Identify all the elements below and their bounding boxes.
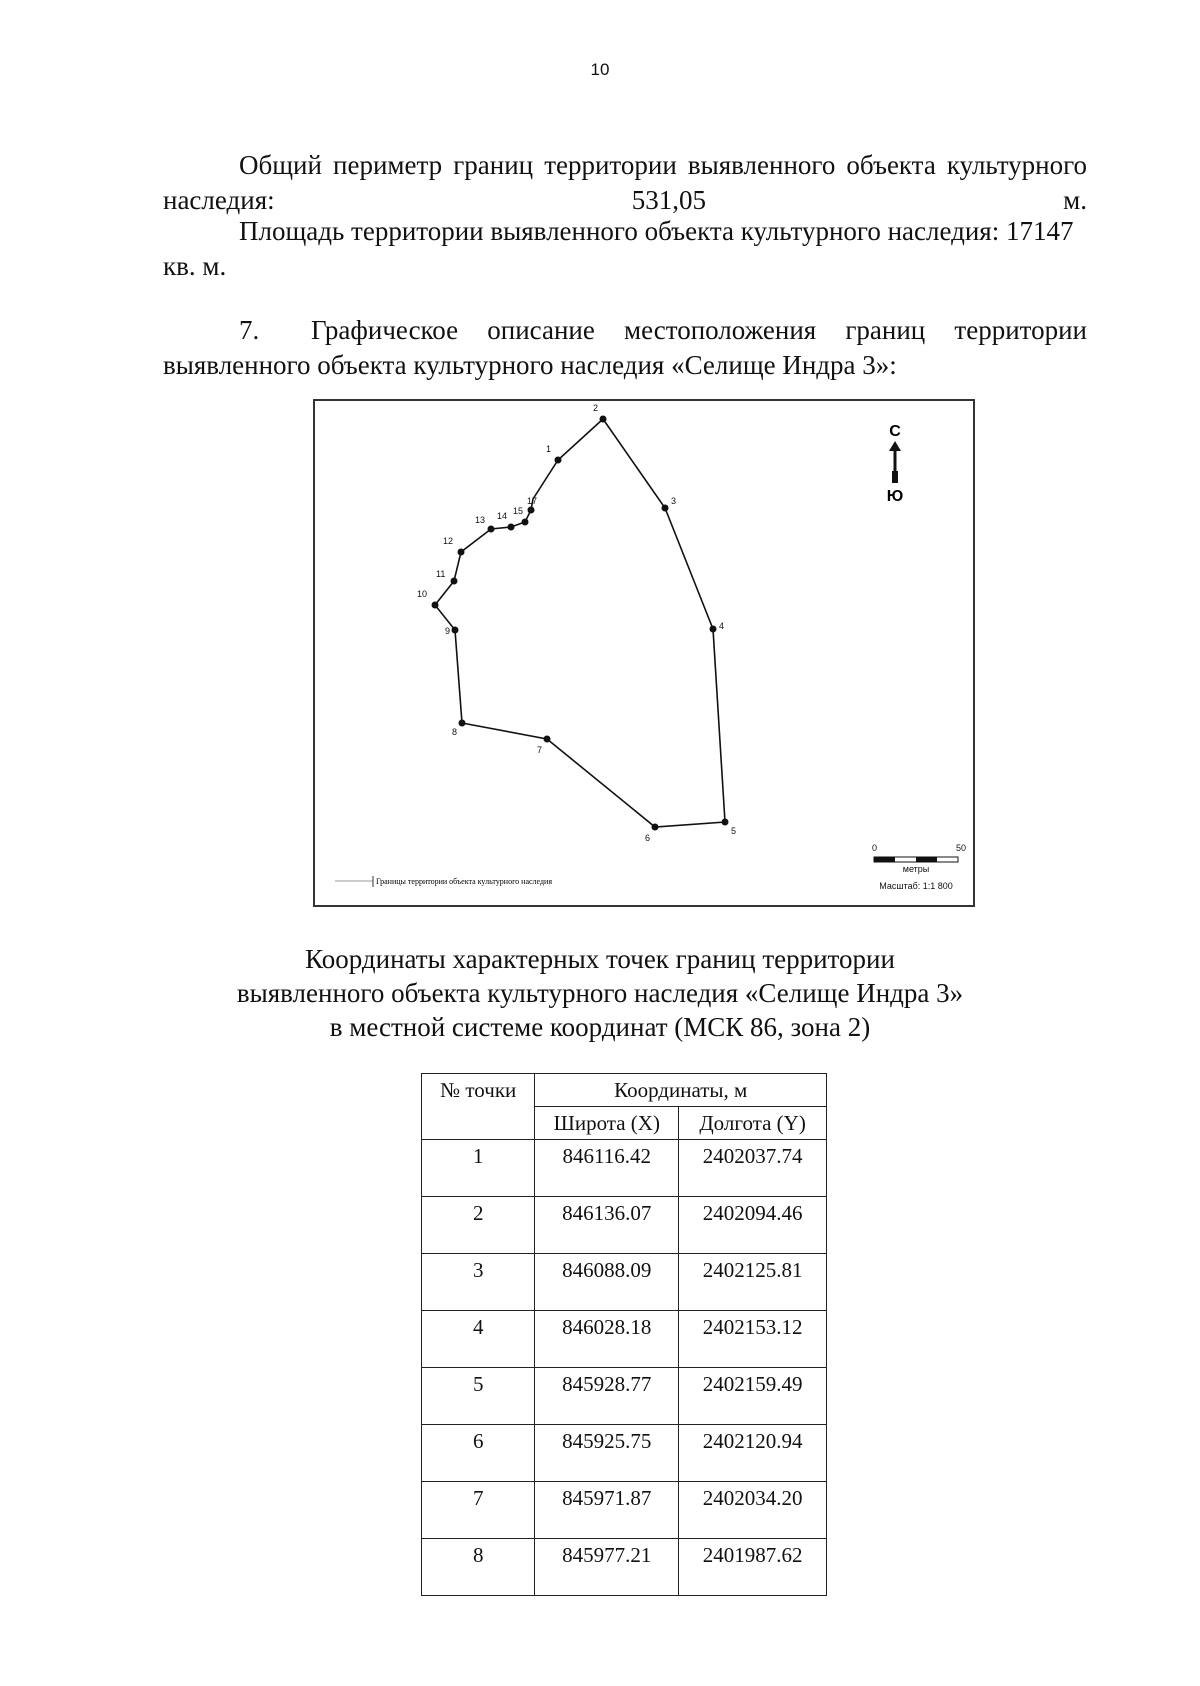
cell-x: 845925.75 <box>535 1425 679 1482</box>
point-label: 12 <box>443 536 454 546</box>
boundary-point <box>710 626 717 633</box>
table-row <box>422 1368 827 1425</box>
cell-x: 846116.42 <box>535 1140 679 1197</box>
table-row <box>422 1425 827 1482</box>
caption-line-3: в местной системе координат (МСК 86, зона 2) <box>329 1012 871 1042</box>
point-label: 10 <box>417 589 428 599</box>
point-label: 15 <box>513 506 524 516</box>
cell-x: 846028.18 <box>535 1311 679 1368</box>
cell-y: 2402120.94 <box>679 1425 827 1482</box>
cell-n: 7 <box>422 1482 535 1539</box>
boundary-point <box>458 549 465 556</box>
boundary-point <box>652 824 659 831</box>
point-label: 6 <box>645 833 651 843</box>
page-number: 10 <box>590 60 610 79</box>
boundary-point <box>508 524 515 531</box>
scale-unit: метры <box>902 864 930 874</box>
boundary-point <box>544 736 551 743</box>
header-y: Долгота (Y) <box>679 1107 827 1140</box>
point-label: 17 <box>527 496 538 506</box>
cell-n: 5 <box>422 1368 535 1425</box>
scale-zero: 0 <box>872 843 878 853</box>
caption-line-2: выявленного объекта культурного наследия «Селище Индра 3» <box>236 978 964 1008</box>
point-label: 8 <box>452 727 458 737</box>
point-label: 13 <box>475 515 486 525</box>
table-row <box>422 1311 827 1368</box>
legend-text: Границы территории объекта культурного наследия <box>376 877 553 886</box>
map-legend <box>335 876 552 887</box>
boundary-point <box>452 627 459 634</box>
north-arrow-icon <box>887 423 904 505</box>
cell-n: 3 <box>422 1254 535 1311</box>
cell-y: 2401987.62 <box>679 1539 827 1596</box>
point-label: 14 <box>497 511 508 521</box>
cell-x: 845928.77 <box>535 1368 679 1425</box>
coordinates-table <box>421 1073 827 1596</box>
boundary-point <box>488 526 495 533</box>
cell-y: 2402153.12 <box>679 1311 827 1368</box>
boundary-point <box>459 720 466 727</box>
table-row <box>422 1254 827 1311</box>
cell-x: 846088.09 <box>535 1254 679 1311</box>
cell-n: 6 <box>422 1425 535 1482</box>
boundary-point <box>528 507 535 514</box>
scale-max: 50 <box>956 843 967 853</box>
section-number: 7. <box>239 315 260 345</box>
point-label: 2 <box>593 403 599 413</box>
boundary-point <box>555 457 562 464</box>
table-row <box>422 1140 827 1197</box>
table-row <box>422 1197 827 1254</box>
cell-n: 4 <box>422 1311 535 1368</box>
cell-n: 2 <box>422 1197 535 1254</box>
point-label: 3 <box>671 496 677 506</box>
boundary-point <box>451 578 458 585</box>
point-label: 11 <box>436 569 446 579</box>
cell-n: 1 <box>422 1140 535 1197</box>
cell-y: 2402034.20 <box>679 1482 827 1539</box>
area-paragraph: Площадь территории выявленного объекта культурного наследия: 17147 кв. м. <box>163 216 1074 281</box>
boundary-point <box>722 819 729 826</box>
section-text: Графическое описание местоположения границ территории выявленного объекта культурного наследия «Селище Индра 3»: <box>163 315 1087 380</box>
south-label: Ю <box>886 488 904 505</box>
point-label: 5 <box>731 826 737 836</box>
boundary-point <box>432 602 439 609</box>
caption-line-1: Координаты характерных точек границ территории <box>305 944 895 974</box>
boundary-point <box>662 505 669 512</box>
boundary-points <box>417 403 736 843</box>
table-row <box>422 1482 827 1539</box>
boundary-polygon <box>435 419 725 827</box>
cell-y: 2402037.74 <box>679 1140 827 1197</box>
boundary-point <box>522 519 529 526</box>
cell-n: 8 <box>422 1539 535 1596</box>
scale-text: Масштаб: 1:1 800 <box>879 881 953 891</box>
table-row <box>422 1539 827 1596</box>
north-label: С <box>889 423 901 440</box>
cell-y: 2402094.46 <box>679 1197 827 1254</box>
cell-x: 845977.21 <box>535 1539 679 1596</box>
perimeter-paragraph: Общий периметр границ территории выявленного объекта культурного наследия: 531,05 м. <box>163 150 1087 215</box>
map-svg <box>315 401 977 909</box>
boundary-point <box>600 416 607 423</box>
table-caption <box>0 942 1200 1044</box>
cell-y: 2402159.49 <box>679 1368 827 1425</box>
section-7-paragraph <box>163 313 1087 383</box>
header-coords: Координаты, м <box>535 1074 827 1107</box>
point-label: 1 <box>546 444 552 454</box>
cell-x: 845971.87 <box>535 1482 679 1539</box>
cell-y: 2402125.81 <box>679 1254 827 1311</box>
point-label: 4 <box>719 621 725 631</box>
cell-x: 846136.07 <box>535 1197 679 1254</box>
scale-bar <box>872 843 966 891</box>
header-x: Широта (X) <box>535 1107 679 1140</box>
point-label: 9 <box>445 626 451 636</box>
boundary-map <box>313 399 975 907</box>
header-point: № точки <box>422 1074 535 1140</box>
point-label: 7 <box>537 745 543 755</box>
